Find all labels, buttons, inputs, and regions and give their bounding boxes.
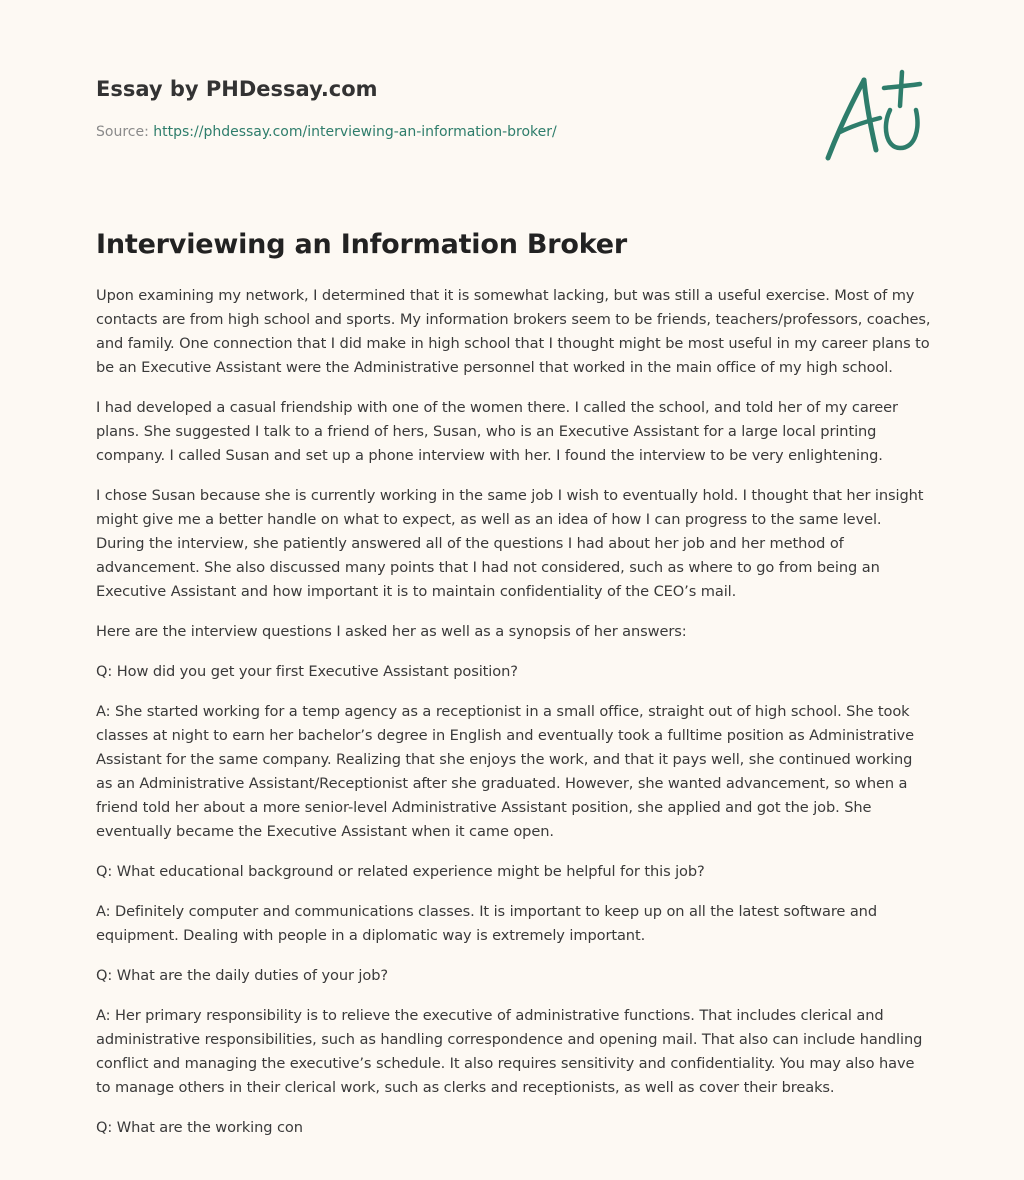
source-label: Source: [96, 124, 149, 140]
essay-paragraph: Upon examining my network, I determined that it is somewhat lacking, but was still a useful exercise. Most of my contacts are from high school and sports. My information brokers seem to be friends, teachers/professors, coaches, and family. One connection that I did make in high school that I thought might be most useful in my career plans to be an Executive Assistant were the Administrative personnel that worked in the main office of my high school. [96, 287, 931, 376]
interview-answer: A: Definitely computer and communications classes. It is important to keep up on all the latest software and equipment. Dealing with people in a diplomatic way is extremely important. [96, 903, 877, 944]
essay-body [96, 284, 932, 1156]
essay-paragraph: I had developed a casual friendship with one of the women there. I called the school, and told her of my career plans. She suggested I talk to a friend of hers, Susan, who is an Executive Assistant for a large local printing company. I called Susan and set up a phone interview with her. I found the interview to be very enlightening. [96, 399, 898, 464]
essay-header [96, 74, 796, 142]
interview-answer: A: Her primary responsibility is to relieve the executive of administrative functions. That includes clerical and administrative responsibilities, such as handling correspondence and opening mail. That also can include handling conflict and managing the executive’s schedule. It also requires sensitivity and confidentiality. You may also have to manage others in their clerical work, such as clerks and receptionists, as well as cover their breaks. [96, 1007, 923, 1096]
interview-answer: A: She started working for a temp agency as a receptionist in a small office, straight out of high school. She took classes at night to earn her bachelor’s degree in English and eventually took a fulltime position as Administrative Assistant for the same company. Realizing that she enjoys the work, and that it pays well, she continued working as an Administrative Assistant/Receptionist after she graduated. However, she wanted advancement, so when a friend told her about a more senior-level Administrative Assistant position, she applied and got the job. She eventually became the Executive Assistant when it came open. [96, 703, 914, 840]
source-link[interactable]: https://phdessay.com/interviewing-an-information-broker/ [153, 124, 557, 140]
essay-title: Interviewing an Information Broker [96, 229, 628, 260]
essay-paragraph: Here are the interview questions I asked her as well as a synopsis of her answers: [96, 623, 687, 640]
essay-paragraph: I chose Susan because she is currently working in the same job I wish to eventually hold. I thought that her insight might give me a better handle on what to expect, as well as an idea of how I can progress to the same level. During the interview, she patiently answered all of the questions I had about her job and her method of advancement. She also discussed many points that I had not considered, such as where to go from being an Executive Assistant and how important it is to maintain confidentiality of the CEO’s mail. [96, 487, 924, 600]
source-line [96, 122, 796, 142]
interview-question: Q: What educational background or related experience might be helpful for this job? [96, 863, 705, 880]
interview-question: Q: What are the daily duties of your job? [96, 967, 389, 984]
interview-question: Q: What are the working con [96, 1119, 303, 1136]
brand-title: Essay by PHDessay.com [96, 77, 378, 101]
a-plus-grade-logo-icon [820, 66, 930, 166]
interview-question: Q: How did you get your first Executive Assistant position? [96, 663, 518, 680]
